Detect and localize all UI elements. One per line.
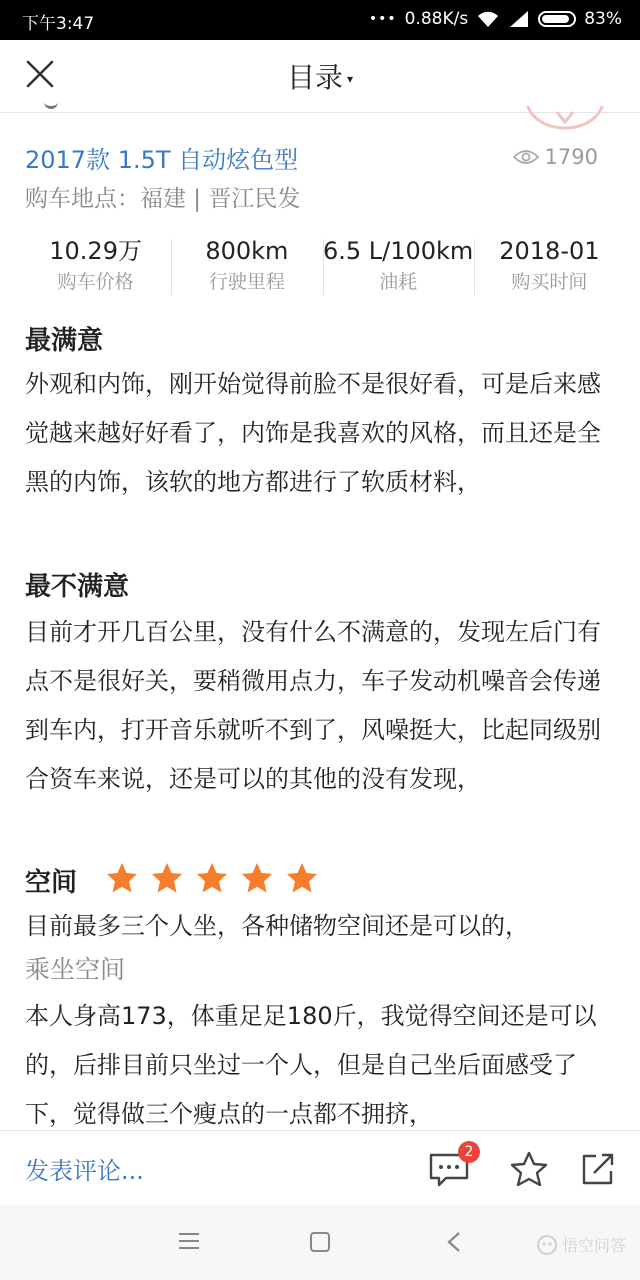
star-outline-icon[interactable] [510, 1151, 548, 1187]
catalog-title-text: 目录 [286, 61, 343, 94]
watermark [536, 1233, 626, 1256]
stat-date [474, 235, 625, 299]
stamp-icon [520, 106, 610, 134]
comment-count-badge: 2 [458, 1141, 480, 1163]
section-title-space: 空间 [25, 868, 78, 898]
stat-label: 行驶里程 [208, 271, 285, 293]
rating-star-icon [196, 862, 228, 894]
car-model-link[interactable]: 2017款 1.5T 自动炫色型 [25, 146, 299, 174]
view-count-text: 1790 [544, 145, 598, 169]
signal-icon [508, 10, 530, 28]
stat-fuel [323, 235, 474, 299]
rating-star-icon [286, 862, 318, 894]
rating-star-icon [241, 862, 273, 894]
rating-stars [106, 862, 318, 894]
space-text: 目前最多三个人坐，各种储物空间还是可以的， [25, 912, 529, 940]
comment-bar [0, 1130, 640, 1205]
status-time: 下午3:47 [22, 14, 95, 34]
battery-percent: 83% [584, 9, 622, 29]
system-nav-bar [0, 1205, 640, 1280]
buy-place: 购车地点：福建 | 晋江民发 [25, 186, 301, 212]
eye-icon [513, 149, 539, 165]
stat-price [20, 235, 171, 299]
catalog-title[interactable] [0, 56, 640, 96]
most-satisfied-text: 外观和内饰，刚开始觉得前脸不是很好看，可是后来感觉越来越好好看了，内饰是我喜欢的风格，而且还是全黑的内饰，该软的地方都进行了软质材料， [25, 370, 601, 496]
view-count [513, 145, 598, 169]
stat-label: 购车价格 [57, 271, 134, 293]
stats-row [20, 235, 625, 299]
stat-value: 800km [205, 237, 289, 265]
share-icon[interactable] [580, 1151, 616, 1187]
stat-label: 购买时间 [511, 271, 588, 293]
caret-down-icon: ▾ [346, 72, 354, 86]
sub-label-seating-space: 乘坐空间 [25, 955, 126, 984]
stat-value: 2018-01 [499, 237, 600, 265]
section-title-least-satisfied: 最不满意 [25, 572, 130, 602]
home-icon[interactable] [309, 1231, 331, 1253]
wukong-logo-icon [536, 1234, 558, 1256]
notification-dots-icon: ••• [368, 11, 397, 27]
header [0, 40, 640, 113]
section-title-most-satisfied: 最满意 [25, 326, 104, 356]
battery-icon [538, 11, 576, 27]
status-bar [0, 0, 640, 40]
rating-star-icon [106, 862, 138, 894]
watermark-text: 悟空问答 [561, 1236, 626, 1255]
stat-label: 油耗 [379, 271, 418, 293]
menu-icon[interactable] [178, 1232, 200, 1250]
network-speed: 0.88K/s [404, 9, 469, 29]
wifi-icon [476, 10, 500, 28]
stat-mileage [171, 235, 322, 299]
seating-space-text: 本人身高173，体重足足180斤，我觉得空间还是可以的，后排目前只坐过一个人，但是自己坐后面感受了下，觉得做三个瘦点的一点都不拥挤， [25, 1002, 597, 1128]
write-comment-button[interactable]: 发表评论... [25, 1157, 144, 1185]
back-icon[interactable] [446, 1231, 462, 1253]
rating-star-icon [151, 862, 183, 894]
stat-value: 10.29万 [49, 237, 142, 265]
status-right [369, 9, 622, 29]
least-satisfied-text: 目前才开几百公里，没有什么不满意的，发现左后门有点不是很好关，要稍微用点力，车子发动机噪音会传递到车内，打开音乐就听不到了，风噪挺大，比起同级别合资车来说，还是可以的其他的没有发现， [25, 618, 601, 793]
stat-value: 6.5 L/100km [322, 237, 474, 265]
